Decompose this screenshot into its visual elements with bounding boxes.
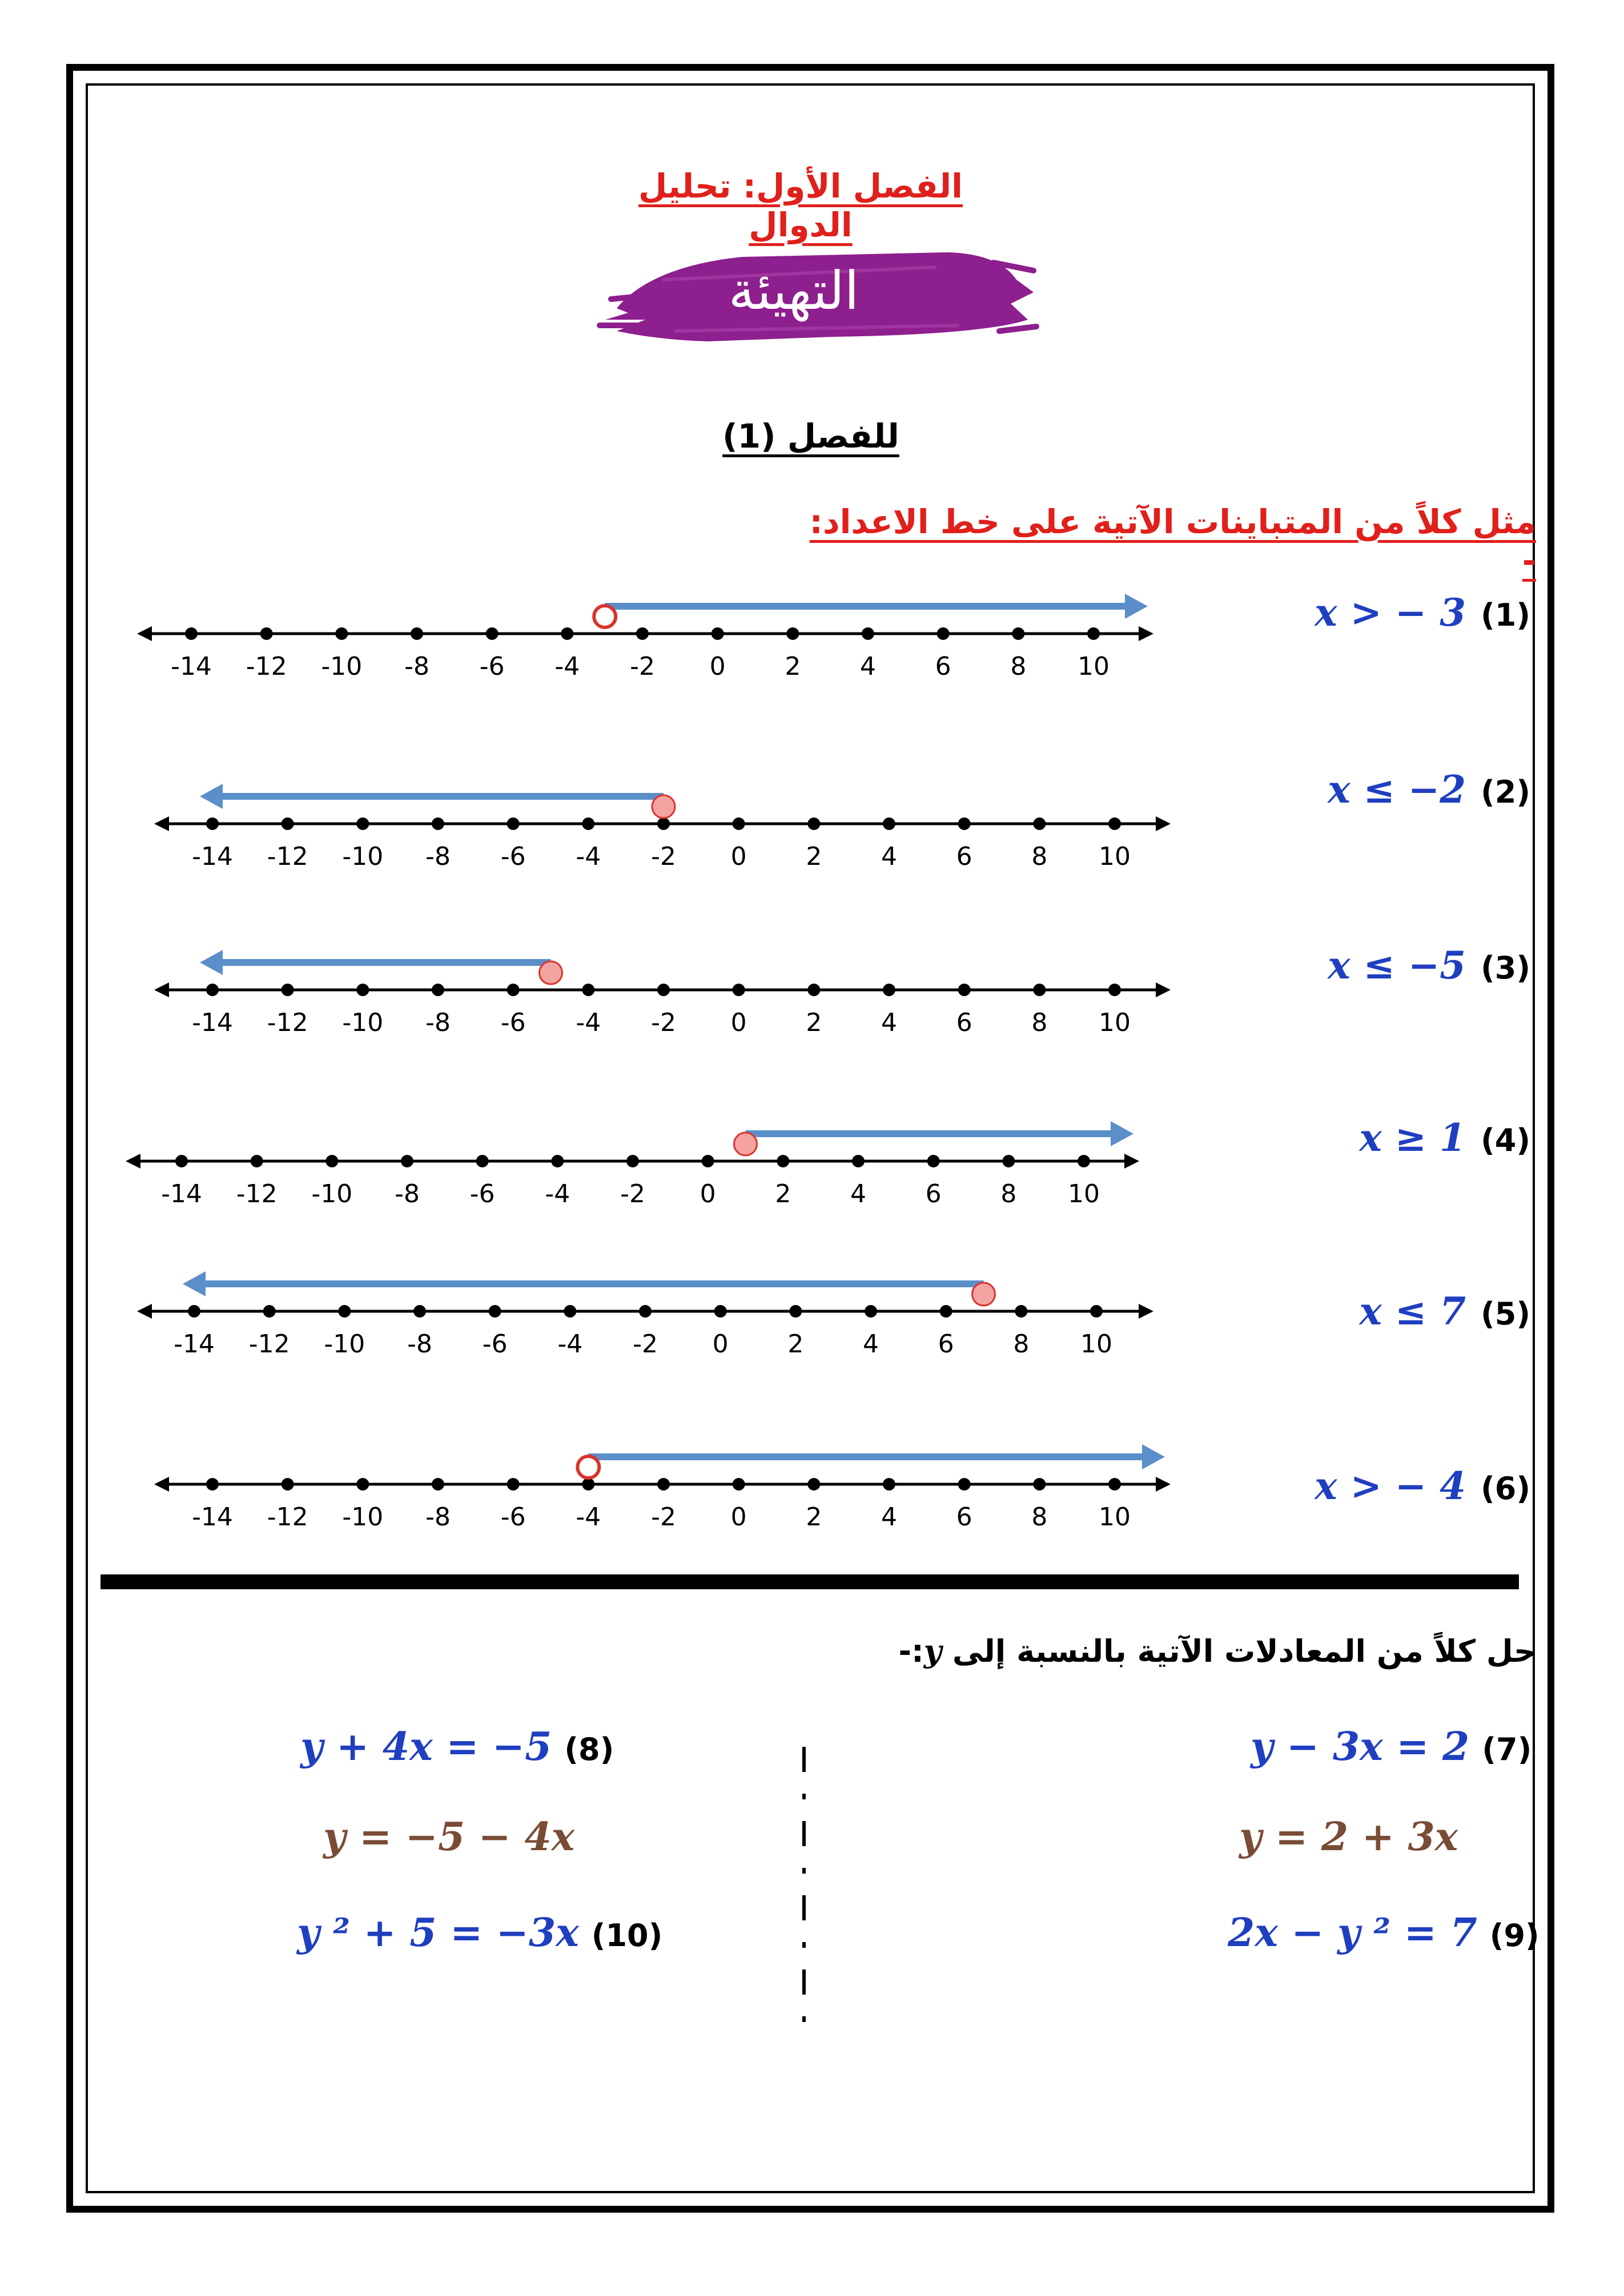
tick-label: 8 (1010, 652, 1027, 681)
tick-label: 8 (1000, 1179, 1017, 1209)
equation-9 (1228, 1910, 1539, 1967)
tick-label: -14 (192, 1503, 233, 1532)
tick-dot (1090, 1305, 1103, 1318)
tick-label: -2 (651, 842, 676, 871)
equation-8-expression: y + 4x = −5 (300, 1724, 552, 1770)
tick-dot (940, 1305, 952, 1318)
tick-dot (582, 817, 594, 830)
closed-endpoint (734, 1133, 757, 1155)
axis-arrow-left (137, 626, 152, 641)
tick-dot (883, 984, 895, 996)
tick-dot (251, 1155, 263, 1167)
tick-label: 4 (850, 1179, 866, 1209)
tick-dot (639, 1305, 652, 1318)
tick-label: -2 (630, 652, 655, 681)
banner-text: التهيئة (728, 260, 859, 321)
section-title: للفصل (1) (722, 417, 899, 456)
tick-label: 10 (1080, 1330, 1112, 1359)
tick-dot (206, 984, 219, 996)
tick-dot (282, 1478, 294, 1491)
tick-label: 8 (1013, 1330, 1030, 1359)
tick-label: 6 (956, 842, 972, 871)
tick-dot (1078, 1155, 1090, 1167)
inequality-2-number: (2) (1481, 774, 1530, 810)
tick-dot (551, 1155, 564, 1167)
tick-label: 0 (712, 1330, 729, 1359)
tick-label: -4 (576, 1008, 601, 1037)
tick-label: 6 (935, 652, 951, 681)
tick-label: -6 (500, 1008, 526, 1037)
tick-label: -6 (469, 1179, 495, 1209)
tick-label: 4 (881, 1503, 897, 1532)
tick-label: 2 (785, 652, 801, 681)
number-line-1 (137, 594, 1153, 681)
axis-arrow-right (1139, 1304, 1153, 1319)
tick-label: -12 (267, 842, 308, 871)
solution-arrowhead (1142, 1444, 1165, 1469)
tick-label: -12 (246, 652, 287, 681)
tick-dot (1033, 817, 1046, 830)
inequality-6-number: (6) (1481, 1471, 1530, 1507)
number-line-2 (154, 784, 1171, 871)
equation-7-solution: y = 2 + 3x (1239, 1814, 1458, 1860)
tick-dot (338, 1305, 351, 1318)
tick-label: -14 (171, 652, 212, 681)
question2-instruction-prefix: حل كلاً من المعادلات الآتية بالنسبة إلى (952, 1633, 1536, 1669)
chapter-title: الفصل الأول: تحليل الدوال (638, 167, 963, 244)
tick-label: -10 (342, 842, 384, 871)
tick-dot (626, 1155, 639, 1167)
tick-label: 10 (1099, 1503, 1131, 1532)
tick-dot (733, 984, 745, 996)
tick-label: -4 (545, 1179, 570, 1209)
equation-8-solution: y = −5 − 4x (323, 1814, 575, 1860)
tick-label: 10 (1068, 1179, 1100, 1209)
tick-dot (582, 1478, 594, 1491)
axis-arrow-right (1124, 1154, 1139, 1169)
tick-label: -12 (267, 1503, 308, 1532)
inequality-4-expression: x ≥ 1 (1359, 1115, 1466, 1160)
equation-10-number: (10) (591, 1918, 663, 1953)
question1-instruction: مثل كلاً من المتباينات الآتية على خط الاعداد: - (809, 502, 1536, 580)
number-line-5 (137, 1271, 1153, 1359)
tick-dot (263, 1305, 276, 1318)
tick-label: -8 (425, 1008, 451, 1037)
number-line-6 (154, 1444, 1171, 1532)
tick-dot (206, 817, 219, 830)
tick-label: -4 (576, 842, 601, 871)
axis-arrow-right (1156, 816, 1171, 831)
tick-label: -2 (633, 1330, 658, 1359)
tick-label: -14 (192, 1008, 233, 1037)
tick-dot (188, 1305, 200, 1318)
tick-dot (260, 627, 273, 640)
axis-arrow-left (137, 1304, 152, 1319)
tick-dot (807, 817, 820, 830)
tick-dot (636, 627, 649, 640)
equation-9-expression: 2x − y ² = 7 (1228, 1910, 1477, 1956)
tick-label: -2 (620, 1179, 645, 1209)
inequality-3-number: (3) (1481, 950, 1530, 986)
tick-dot (1087, 627, 1100, 640)
tick-label: 2 (806, 1503, 822, 1532)
tick-label: -10 (342, 1503, 384, 1532)
closed-endpoint (540, 961, 562, 984)
inequality-5-number: (5) (1481, 1296, 1530, 1332)
solution-arrowhead (1125, 594, 1148, 619)
tick-label: -4 (576, 1503, 601, 1532)
tick-label: -12 (236, 1179, 278, 1209)
tick-dot (927, 1155, 940, 1167)
tick-label: 8 (1031, 1503, 1048, 1532)
inequality-6-expression: x > − 4 (1315, 1464, 1466, 1508)
tick-dot (702, 1155, 714, 1167)
tick-dot (1108, 817, 1121, 830)
axis-arrow-right (1156, 982, 1171, 997)
tick-dot (883, 1478, 895, 1491)
tick-label: -12 (248, 1330, 290, 1359)
question2-instruction-suffix: :- (898, 1633, 924, 1669)
equation-9-number: (9) (1489, 1918, 1539, 1953)
tick-label: 2 (775, 1179, 791, 1209)
axis-arrow-left (154, 1477, 169, 1492)
tick-dot (1033, 1478, 1046, 1491)
tick-label: -8 (404, 652, 429, 681)
tick-dot (852, 1155, 865, 1167)
tick-dot (335, 627, 348, 640)
tick-label: 6 (938, 1330, 954, 1359)
tick-dot (507, 817, 520, 830)
tick-dot (883, 817, 895, 830)
tick-dot (282, 984, 294, 996)
closed-endpoint (972, 1283, 995, 1306)
tick-dot (862, 627, 874, 640)
tick-dot (1108, 1478, 1121, 1491)
tick-label: 2 (787, 1330, 804, 1359)
open-endpoint (594, 606, 616, 627)
tick-dot (432, 984, 444, 996)
tick-dot (282, 817, 294, 830)
tick-label: -10 (342, 1008, 384, 1037)
tick-dot (206, 1478, 219, 1491)
tick-dot (476, 1155, 489, 1167)
tick-label: -6 (479, 652, 505, 681)
tick-dot (657, 817, 670, 830)
tick-dot (561, 627, 573, 640)
tick-label: -8 (425, 1503, 451, 1532)
tick-label: 6 (956, 1008, 972, 1037)
tick-label: -2 (651, 1503, 676, 1532)
number-line-3 (154, 950, 1171, 1037)
tick-label: 6 (925, 1179, 942, 1209)
tick-label: 0 (709, 652, 726, 681)
tick-dot (507, 984, 520, 996)
tick-label: -14 (174, 1330, 215, 1359)
axis-arrow-left (154, 982, 169, 997)
equation-7-expression: y − 3x = 2 (1251, 1724, 1470, 1770)
tick-dot (486, 627, 499, 640)
axis-arrow-right (1139, 626, 1153, 641)
tick-label: -10 (324, 1330, 365, 1359)
tick-dot (958, 817, 971, 830)
tick-dot (185, 627, 198, 640)
solution-arrowhead (200, 950, 223, 975)
inequality-1-number: (1) (1481, 597, 1530, 633)
tick-label: -2 (651, 1008, 676, 1037)
equation-7 (1251, 1724, 1531, 1781)
tick-dot (507, 1478, 520, 1491)
tick-dot (789, 1305, 802, 1318)
tick-label: 4 (881, 842, 897, 871)
column-separator (797, 1747, 811, 2044)
tick-dot (865, 1305, 877, 1318)
question2-instruction-variable: y (923, 1633, 942, 1669)
tick-dot (489, 1305, 501, 1318)
tick-dot (657, 984, 670, 996)
tick-dot (413, 1305, 426, 1318)
tick-dot (786, 627, 799, 640)
tick-dot (1015, 1305, 1027, 1318)
tick-dot (958, 1478, 971, 1491)
tick-label: -14 (192, 842, 233, 871)
tick-label: -4 (557, 1330, 583, 1359)
closed-endpoint (652, 795, 675, 818)
inequality-1-expression: x > − 3 (1315, 590, 1466, 635)
tick-label: -6 (482, 1330, 508, 1359)
equation-7-number: (7) (1482, 1731, 1532, 1767)
tick-dot (1033, 984, 1046, 996)
tick-label: 0 (730, 1008, 747, 1037)
axis-arrow-right (1156, 1477, 1171, 1492)
tick-label: 4 (881, 1008, 897, 1037)
tick-dot (657, 1478, 670, 1491)
tick-label: -12 (267, 1008, 308, 1037)
equation-8 (300, 1724, 614, 1781)
tick-label: -8 (425, 842, 451, 871)
tick-dot (582, 984, 594, 996)
tick-label: -8 (407, 1330, 432, 1359)
equation-10-expression: y ² + 5 = −3x (297, 1910, 579, 1956)
tick-dot (807, 984, 820, 996)
number-line-4 (126, 1121, 1139, 1209)
tick-label: 2 (806, 1008, 822, 1037)
question2-instruction (857, 1633, 1536, 1684)
tick-label: 10 (1099, 842, 1131, 871)
section-divider (101, 1574, 1519, 1589)
tick-dot (958, 984, 971, 996)
equation-10 (297, 1910, 662, 1967)
tick-dot (807, 1478, 820, 1491)
tick-label: 10 (1078, 652, 1110, 681)
inequality-5-expression: x ≤ 7 (1359, 1289, 1466, 1334)
tick-dot (711, 627, 724, 640)
tick-dot (401, 1155, 413, 1167)
tick-dot (432, 1478, 444, 1491)
tick-dot (564, 1305, 576, 1318)
tick-label: 0 (700, 1179, 716, 1209)
open-endpoint (577, 1456, 599, 1478)
inequality-3-expression: x ≤ −5 (1328, 943, 1466, 988)
tick-dot (777, 1155, 789, 1167)
tick-label: -6 (500, 842, 526, 871)
tick-label: 6 (956, 1503, 972, 1532)
tick-label: 8 (1031, 1008, 1048, 1037)
tick-dot (937, 627, 950, 640)
solution-arrowhead (1111, 1121, 1133, 1146)
tick-dot (325, 1155, 338, 1167)
tick-dot (1012, 627, 1024, 640)
inequality-2-expression: x ≤ −2 (1328, 767, 1466, 812)
tick-label: 0 (730, 842, 747, 871)
inequality-4-number: (4) (1481, 1122, 1530, 1158)
tick-dot (714, 1305, 727, 1318)
tick-label: -6 (500, 1503, 526, 1532)
tick-dot (356, 817, 369, 830)
tick-label: 0 (730, 1503, 747, 1532)
tick-dot (356, 1478, 369, 1491)
tick-dot (733, 817, 745, 830)
tick-label: 8 (1031, 842, 1048, 871)
tick-label: 4 (860, 652, 876, 681)
tick-label: -8 (395, 1179, 420, 1209)
tick-dot (432, 817, 444, 830)
tick-dot (1002, 1155, 1015, 1167)
tick-dot (1108, 984, 1121, 996)
solution-arrowhead (183, 1271, 206, 1296)
tick-dot (356, 984, 369, 996)
tick-label: 10 (1099, 1008, 1131, 1037)
tick-dot (175, 1155, 188, 1167)
tick-label: -4 (554, 652, 580, 681)
solution-arrowhead (200, 784, 223, 809)
tick-label: -14 (161, 1179, 202, 1209)
tick-label: 2 (806, 842, 822, 871)
equation-8-number: (8) (564, 1731, 614, 1767)
tick-dot (733, 1478, 745, 1491)
tick-label: -10 (321, 652, 363, 681)
tick-label: 4 (863, 1330, 879, 1359)
tick-label: -10 (311, 1179, 353, 1209)
tick-dot (411, 627, 423, 640)
axis-arrow-left (126, 1154, 140, 1169)
axis-arrow-left (154, 816, 169, 831)
